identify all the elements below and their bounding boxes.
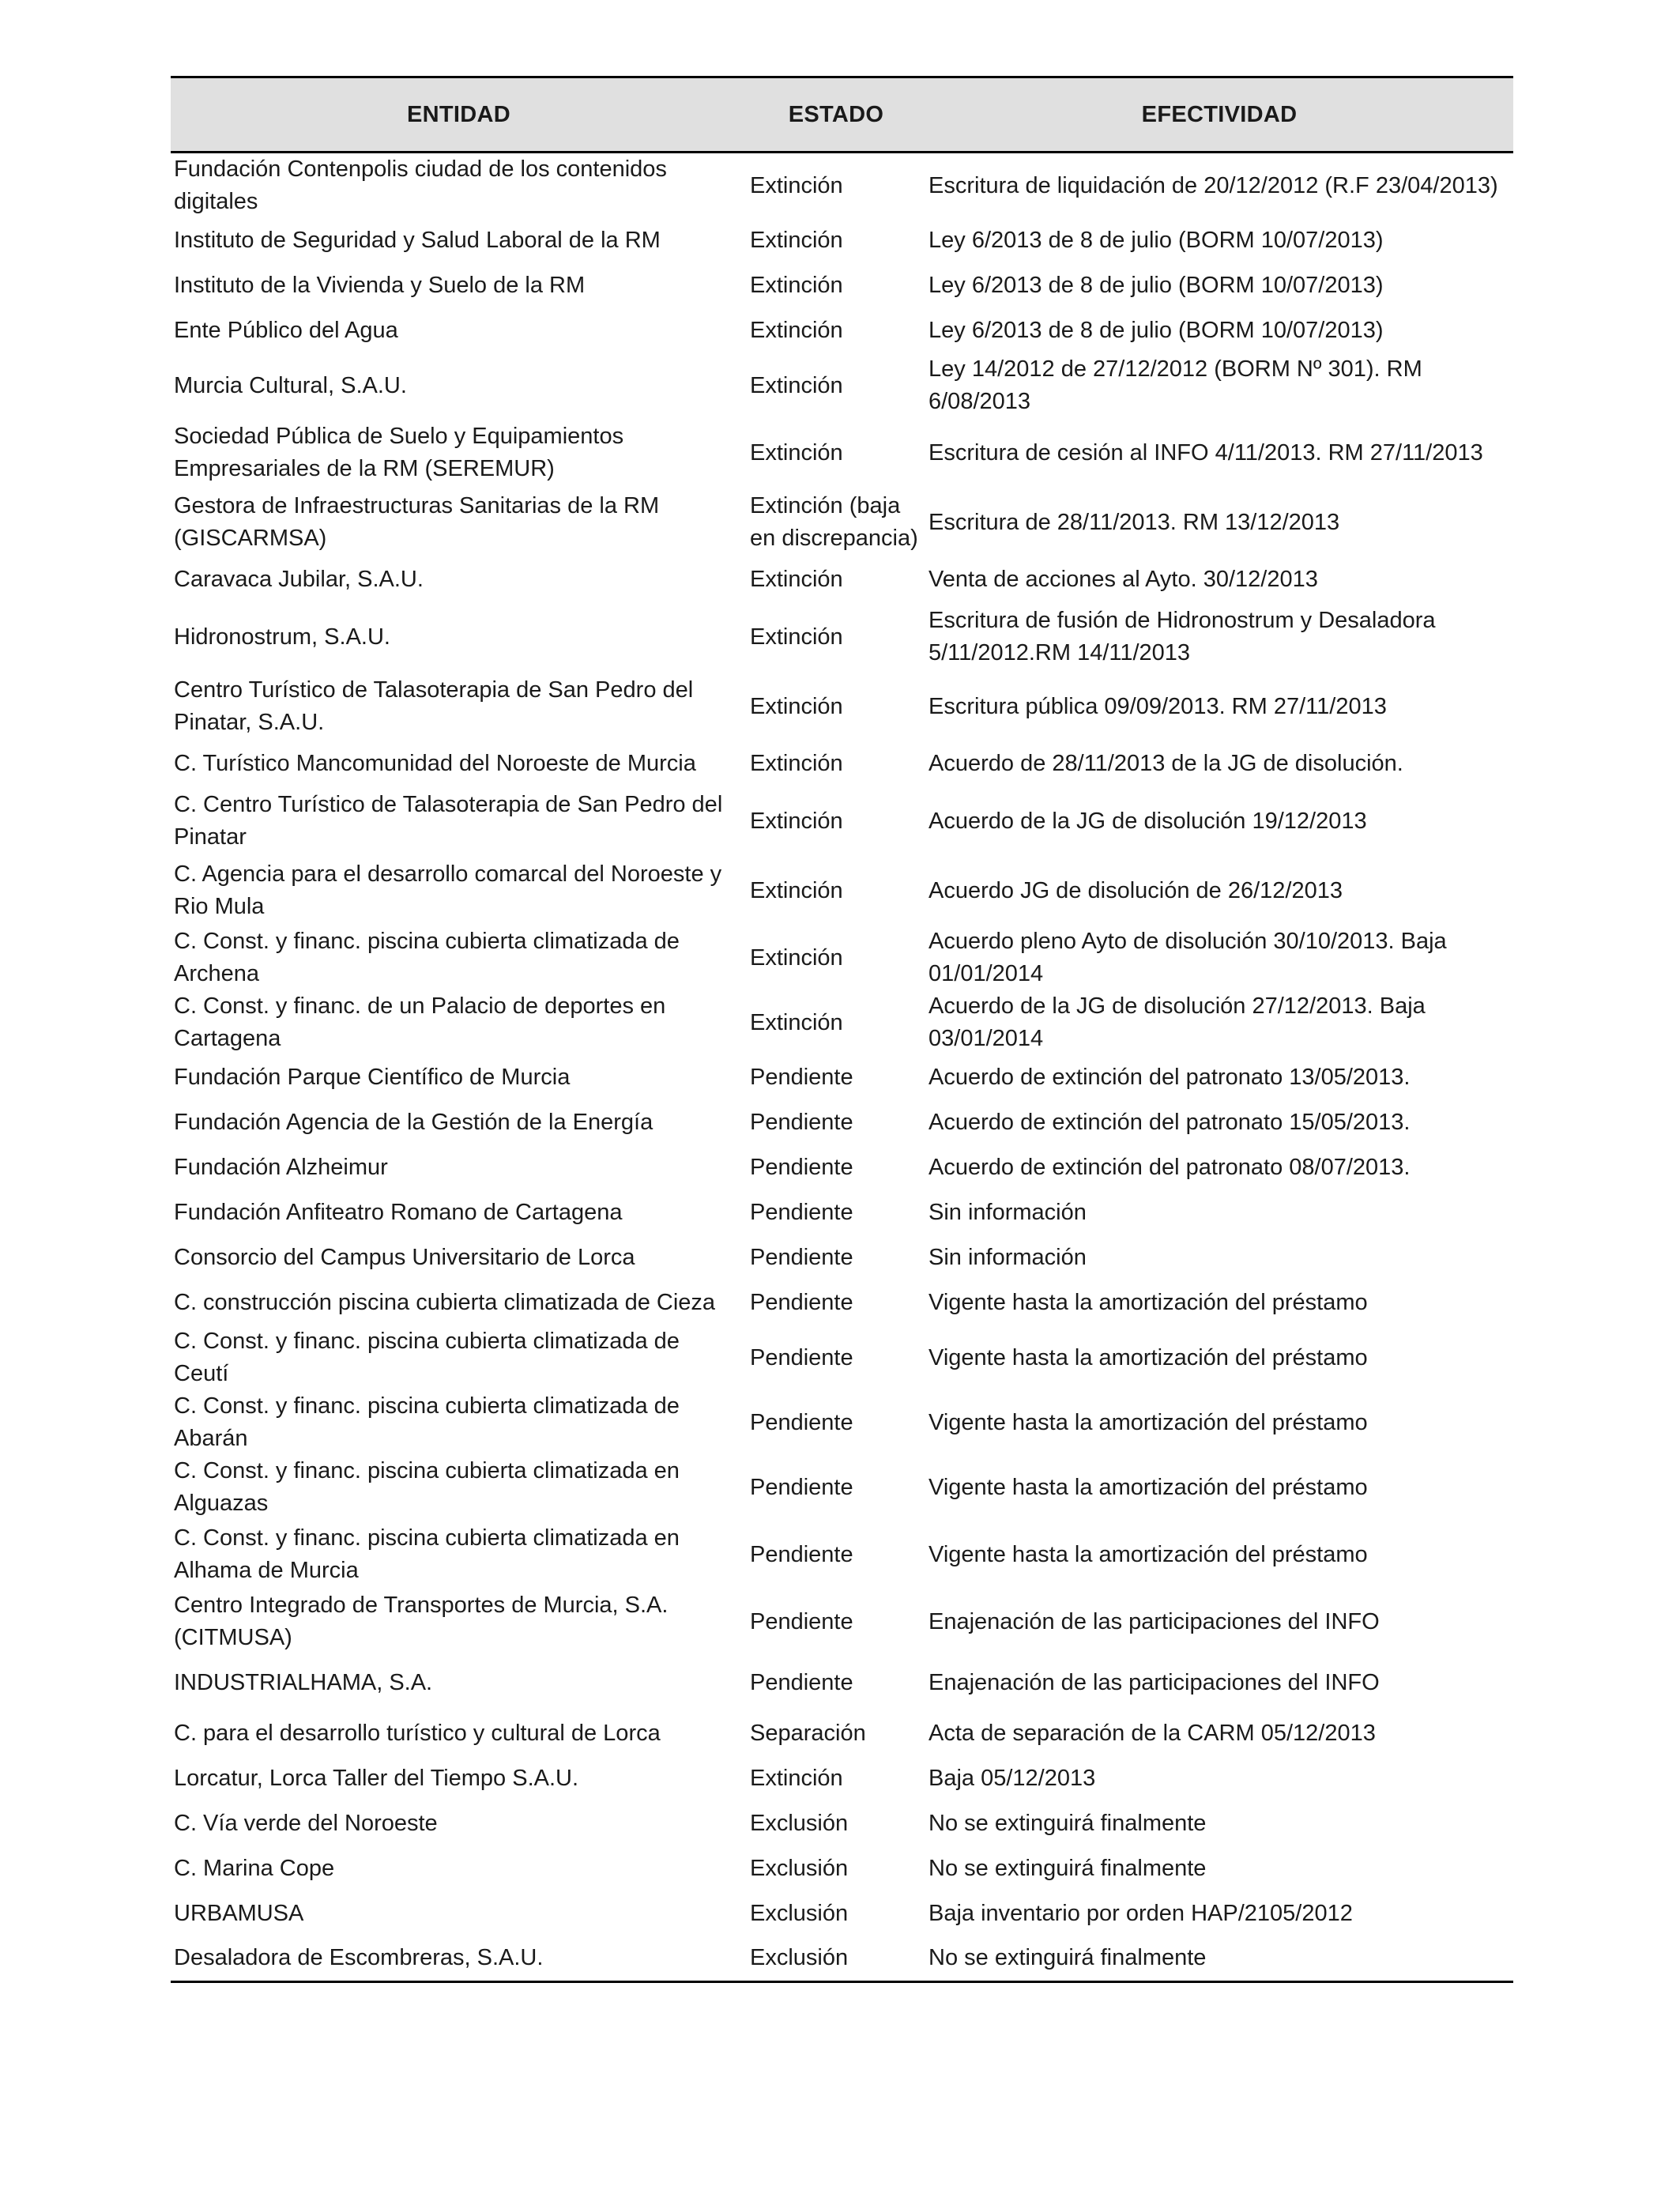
cell-entidad: C. Agencia para el desarrollo comarcal del Noroeste y Rio Mula bbox=[174, 861, 722, 919]
table-row bbox=[171, 153, 1513, 219]
cell-efectividad: Baja inventario por orden HAP/2105/2012 bbox=[929, 1901, 1353, 1926]
cell-efectividad: Acuerdo pleno Ayto de disolución 30/10/2013. Baja 01/01/2014 bbox=[929, 929, 1447, 986]
table-header bbox=[171, 77, 1513, 153]
cell-entidad: Instituto de la Vivienda y Suelo de la RM bbox=[174, 273, 586, 298]
table-row bbox=[171, 1654, 1513, 1711]
cell-entidad: Ente Público del Agua bbox=[174, 318, 398, 343]
table-row bbox=[171, 1891, 1513, 1936]
cell-estado: Pendiente bbox=[750, 1669, 853, 1695]
table-row bbox=[171, 672, 1513, 741]
entities-table-container bbox=[171, 76, 1513, 1983]
cell-estado: Pendiente bbox=[750, 1608, 853, 1634]
cell-entidad: C. Const. y financ. piscina cubierta climatizada de Abarán bbox=[174, 1393, 680, 1451]
cell-entidad: Instituto de Seguridad y Salud Laboral de la RM bbox=[174, 228, 661, 253]
cell-efectividad: Sin información bbox=[929, 1245, 1087, 1270]
cell-entidad: Fundación Alzheimur bbox=[174, 1155, 388, 1180]
entities-table bbox=[171, 76, 1513, 1983]
cell-entidad: Lorcatur, Lorca Taller del Tiempo S.A.U. bbox=[174, 1766, 579, 1791]
cell-estado: Separación bbox=[750, 1721, 866, 1746]
cell-estado: Exclusión bbox=[750, 1856, 849, 1881]
cell-efectividad: Escritura de liquidación de 20/12/2012 (R.F 23/04/2013) bbox=[929, 172, 1498, 198]
cell-estado: Pendiente bbox=[750, 1245, 853, 1270]
cell-entidad: Centro Integrado de Transportes de Murcia, S.A. (CITMUSA) bbox=[174, 1593, 669, 1650]
table-row bbox=[171, 1756, 1513, 1801]
table-row bbox=[171, 1145, 1513, 1190]
cell-entidad: Centro Turístico de Talasoterapia de San Pedro del Pinatar, S.A.U. bbox=[174, 677, 694, 735]
cell-entidad: Hidronostrum, S.A.U. bbox=[174, 624, 390, 650]
cell-efectividad: Ley 14/2012 de 27/12/2012 (BORM Nº 301). RM 6/08/2013 bbox=[929, 356, 1422, 414]
cell-estado: Extinción bbox=[750, 1766, 843, 1791]
cell-efectividad: Vigente hasta la amortización del préstamo bbox=[929, 1409, 1368, 1435]
table-row bbox=[171, 418, 1513, 488]
cell-entidad: INDUSTRIALHAMA, S.A. bbox=[174, 1669, 433, 1695]
cell-entidad: Consorcio del Campus Universitario de Lorca bbox=[174, 1245, 635, 1270]
cell-efectividad: Baja 05/12/2013 bbox=[929, 1766, 1096, 1791]
table-row bbox=[171, 1390, 1513, 1455]
table-row bbox=[171, 353, 1513, 418]
cell-estado: Extinción bbox=[750, 877, 843, 903]
cell-efectividad: Ley 6/2013 de 8 de julio (BORM 10/07/2013) bbox=[929, 228, 1384, 253]
table-row bbox=[171, 602, 1513, 672]
cell-entidad: Caravaca Jubilar, S.A.U. bbox=[174, 567, 424, 592]
cell-estado: Extinción bbox=[750, 172, 843, 198]
table-body bbox=[171, 153, 1513, 1982]
table-row bbox=[171, 1711, 1513, 1756]
cell-efectividad: Escritura de cesión al INFO 4/11/2013. RM 27/11/2013 bbox=[929, 439, 1483, 466]
cell-entidad: Desaladora de Escombreras, S.A.U. bbox=[174, 1945, 544, 1971]
cell-efectividad: Escritura pública 09/09/2013. RM 27/11/2013 bbox=[929, 693, 1387, 719]
cell-efectividad: Acuerdo de la JG de disolución 19/12/2013 bbox=[929, 808, 1367, 834]
cell-efectividad: Acuerdo de extinción del patronato 08/07/2013. bbox=[929, 1155, 1411, 1180]
table-row bbox=[171, 1936, 1513, 1981]
cell-estado: Extinción bbox=[750, 624, 843, 650]
cell-efectividad: Escritura de 28/11/2013. RM 13/12/2013 bbox=[929, 509, 1340, 535]
cell-estado: Extinción bbox=[750, 372, 843, 398]
cell-efectividad: Acuerdo de 28/11/2013 de la JG de disolución. bbox=[929, 751, 1403, 776]
cell-estado: Exclusión bbox=[750, 1901, 849, 1926]
cell-efectividad: Sin información bbox=[929, 1200, 1087, 1225]
table-row bbox=[171, 856, 1513, 925]
cell-estado: Pendiente bbox=[750, 1409, 853, 1435]
cell-efectividad: Vigente hasta la amortización del préstamo bbox=[929, 1344, 1368, 1370]
cell-efectividad: Vigente hasta la amortización del préstamo bbox=[929, 1541, 1368, 1567]
cell-estado: Extinción bbox=[750, 228, 843, 253]
cell-efectividad: Enajenación de las participaciones del INFO bbox=[929, 1608, 1380, 1634]
cell-entidad: C. para el desarrollo turístico y cultural de Lorca bbox=[174, 1721, 661, 1746]
table-row bbox=[171, 1801, 1513, 1846]
cell-estado: Extinción bbox=[750, 1009, 843, 1035]
cell-entidad: Fundación Contenpolis ciudad de los contenidos digitales bbox=[174, 156, 667, 214]
cell-entidad: Gestora de Infraestructuras Sanitarias de la RM (GISCARMSA) bbox=[174, 493, 660, 551]
cell-entidad: C. Vía verde del Noroeste bbox=[174, 1811, 438, 1836]
table-row bbox=[171, 1235, 1513, 1280]
header-entidad: ENTIDAD bbox=[407, 101, 510, 127]
table-row bbox=[171, 1190, 1513, 1235]
cell-efectividad: No se extinguirá finalmente bbox=[929, 1856, 1207, 1881]
table-row bbox=[171, 263, 1513, 308]
cell-estado: Extinción bbox=[750, 567, 843, 592]
cell-efectividad: Enajenación de las participaciones del INFO bbox=[929, 1669, 1380, 1695]
cell-entidad: Fundación Agencia de la Gestión de la Energía bbox=[174, 1110, 654, 1135]
cell-entidad: C. Const. y financ. piscina cubierta climatizada de Archena bbox=[174, 929, 680, 986]
cell-efectividad: Vigente hasta la amortización del préstamo bbox=[929, 1290, 1368, 1315]
header-efectividad: EFECTIVIDAD bbox=[1141, 101, 1298, 127]
cell-estado: Pendiente bbox=[750, 1110, 853, 1135]
cell-efectividad: Acuerdo de la JG de disolución 27/12/2013. Baja 03/01/2014 bbox=[929, 993, 1426, 1051]
table-row bbox=[171, 1100, 1513, 1145]
cell-estado: Pendiente bbox=[750, 1155, 853, 1180]
cell-efectividad: No se extinguirá finalmente bbox=[929, 1945, 1207, 1971]
cell-efectividad: Acta de separación de la CARM 05/12/2013 bbox=[929, 1721, 1376, 1746]
cell-estado: Exclusión bbox=[750, 1811, 849, 1836]
cell-efectividad: Vigente hasta la amortización del préstamo bbox=[929, 1474, 1368, 1500]
cell-estado: Exclusión bbox=[750, 1945, 849, 1971]
cell-entidad: C. Marina Cope bbox=[174, 1856, 335, 1881]
cell-estado: Pendiente bbox=[750, 1541, 853, 1567]
table-row bbox=[171, 1520, 1513, 1589]
header-row bbox=[171, 77, 1513, 153]
table-row bbox=[171, 1325, 1513, 1390]
cell-entidad: Fundación Parque Científico de Murcia bbox=[174, 1065, 571, 1090]
table-row bbox=[171, 786, 1513, 856]
cell-estado: Extinción bbox=[750, 273, 843, 298]
cell-estado: Extinción bbox=[750, 693, 843, 719]
cell-estado: Pendiente bbox=[750, 1065, 853, 1090]
cell-entidad: Murcia Cultural, S.A.U. bbox=[174, 372, 407, 398]
cell-estado: Pendiente bbox=[750, 1200, 853, 1225]
table-row bbox=[171, 218, 1513, 263]
cell-estado: Extinción bbox=[750, 808, 843, 834]
cell-entidad: URBAMUSA bbox=[174, 1901, 304, 1926]
cell-entidad: C. Const. y financ. piscina cubierta climatizada en Alhama de Murcia bbox=[174, 1525, 680, 1583]
cell-estado: Extinción bbox=[750, 318, 843, 343]
cell-efectividad: Ley 6/2013 de 8 de julio (BORM 10/07/2013) bbox=[929, 273, 1384, 298]
cell-estado: Pendiente bbox=[750, 1290, 853, 1315]
table-row bbox=[171, 1055, 1513, 1100]
cell-estado: Extinción bbox=[750, 751, 843, 776]
cell-entidad: C. Turístico Mancomunidad del Noroeste de Murcia bbox=[174, 751, 696, 776]
cell-efectividad: Acuerdo de extinción del patronato 13/05/2013. bbox=[929, 1065, 1411, 1090]
table-row bbox=[171, 488, 1513, 557]
cell-entidad: Fundación Anfiteatro Romano de Cartagena bbox=[174, 1200, 623, 1225]
cell-efectividad: Escritura de fusión de Hidronostrum y Desaladora 5/11/2012.RM 14/11/2013 bbox=[929, 608, 1436, 665]
cell-estado: Extinción (baja en discrepancia) bbox=[750, 493, 918, 551]
table-row bbox=[171, 990, 1513, 1055]
cell-estado: Pendiente bbox=[750, 1474, 853, 1500]
table-row bbox=[171, 1455, 1513, 1520]
cell-efectividad: Acuerdo JG de disolución de 26/12/2013 bbox=[929, 877, 1343, 903]
cell-estado: Pendiente bbox=[750, 1344, 853, 1370]
table-row bbox=[171, 1280, 1513, 1325]
table-row bbox=[171, 1846, 1513, 1891]
cell-entidad: C. Centro Turístico de Talasoterapia de San Pedro del Pinatar bbox=[174, 792, 723, 850]
table-row bbox=[171, 741, 1513, 786]
table-row bbox=[171, 308, 1513, 353]
table-row bbox=[171, 1589, 1513, 1654]
cell-estado: Extinción bbox=[750, 439, 843, 466]
cell-efectividad: Ley 6/2013 de 8 de julio (BORM 10/07/2013) bbox=[929, 318, 1384, 343]
cell-efectividad: Acuerdo de extinción del patronato 15/05/2013. bbox=[929, 1110, 1411, 1135]
cell-entidad: C. Const. y financ. de un Palacio de deportes en Cartagena bbox=[174, 993, 666, 1051]
cell-entidad: C. construcción piscina cubierta climatizada de Cieza bbox=[174, 1290, 716, 1315]
cell-estado: Extinción bbox=[750, 944, 843, 971]
table-row bbox=[171, 557, 1513, 602]
table-row bbox=[171, 925, 1513, 990]
cell-entidad: Sociedad Pública de Suelo y Equipamientos Empresariales de la RM (SEREMUR) bbox=[174, 424, 624, 481]
cell-entidad: C. Const. y financ. piscina cubierta climatizada en Alguazas bbox=[174, 1458, 680, 1516]
cell-efectividad: No se extinguirá finalmente bbox=[929, 1811, 1207, 1836]
cell-entidad: C. Const. y financ. piscina cubierta climatizada de Ceutí bbox=[174, 1329, 680, 1386]
cell-efectividad: Venta de acciones al Ayto. 30/12/2013 bbox=[929, 567, 1318, 592]
header-estado: ESTADO bbox=[788, 101, 884, 127]
